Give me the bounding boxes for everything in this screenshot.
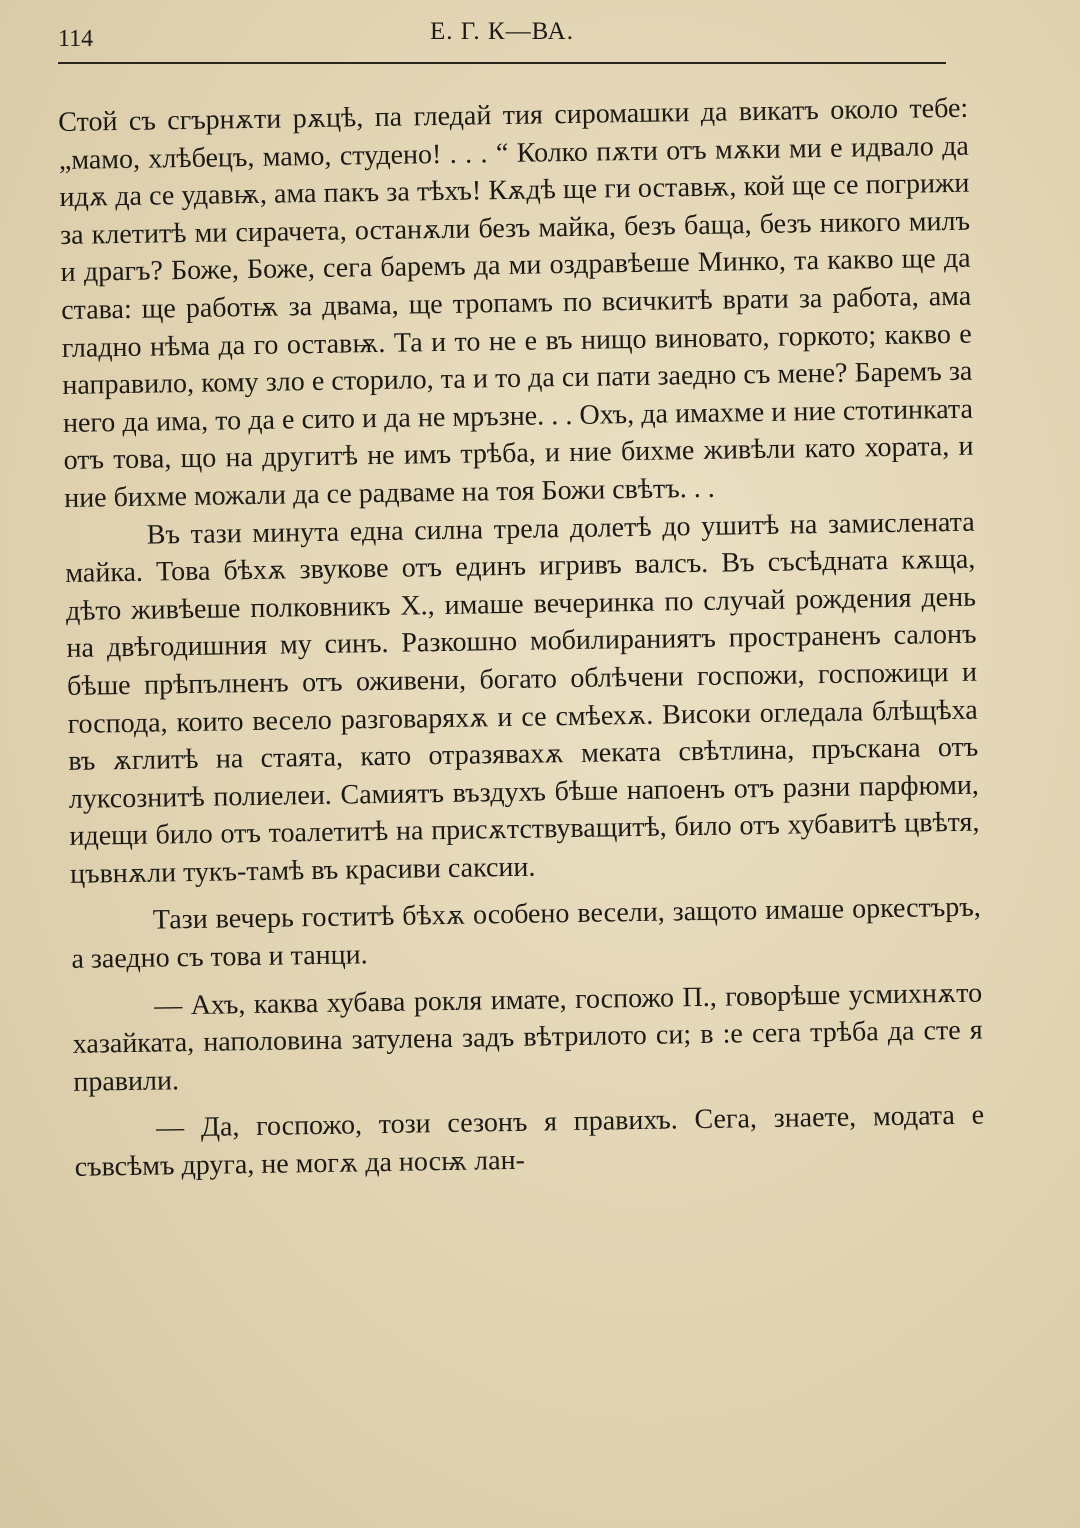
page-number: 114 bbox=[58, 26, 94, 52]
paragraph: Въ тази минута една силна трела долетѣ до ушитѣ на замислената майка. Това бѣхѫ звукове отъ единъ игривъ валсъ. Въ съсѣдната кѫща, дѣто живѣеше полковникъ Х., имаше вечеринка по случай рождения день на двѣгодишния му синъ. Разкошно мобилираниятъ пространенъ салонъ бѣше прѣпълненъ отъ оживени, богато облѣчени госпожи, госпожици и господа, които весело разговаряхѫ и се смѣехѫ. Високи огледала блѣщѣха въ ѫглитѣ на стаята, като отразявахѫ меката свѣтлина, пръскана отъ луксознитѣ полиелеи. Самиятъ въздухъ бѣше напоенъ отъ разни парфюми, идещи било отъ тоалетитѣ на присѫтствуващитѣ, било отъ хубавитѣ цвѣтя, цъвнѫли тукъ-тамѣ въ красиви саксии. bbox=[65, 506, 980, 890]
dialogue-paragraph: — Ахъ, каква хубава рокля имате, госпожо П., говорѣше усмихнѫто хазайката, наполовина затулена задъ вѣтрилото си; в :е сега трѣба да сте я правили. bbox=[72, 977, 983, 1098]
paragraph: Тази вечерь гоститѣ бѣхѫ особено весели, защото имаше оркестъръ, а заедно съ това и танци. bbox=[71, 892, 981, 975]
paragraph: Стой съ сгърнѫти рѫцѣ, па гледай тия сиромашки да викатъ около тебе: „мамо, хлѣбецъ, мамо, студено! . . . “ Колко пѫти отъ мѫки ми е идвало да идѫ да се удавѭ, ама пакъ за тѣхъ! Кѫдѣ ще ги оставѭ, кой ще се погрижи за клетитѣ ми сирачета, останѫли безъ майка, безъ баща, безъ никого милъ и драгъ? Боже, Боже, сега баремъ да ми оздравѣеше Минко, та какво ще да става: ще работѭ за двама, ще тропамъ по всичкитѣ врати за работа, ама гладно нѣма да го оставѭ. Та и то не е въ нищо виновато, горкото; какво е направило, кому зло е сторило, та и то да си пати заедно съ мене? Баремъ за него да има, то да е сито и да не мръзне. . . Охъ, да имахме и ние стотинката отъ това, що на другитѣ не имъ трѣба, и ние бихме живѣли като хората, и ние бихме можали да се радваме на тоя Божи свѣтъ. . . bbox=[58, 92, 974, 514]
header-rule bbox=[58, 62, 946, 64]
running-head bbox=[58, 16, 946, 52]
dialogue-paragraph: — Да, госпожо, този сезонъ я правихъ. Сега, знаете, модата е съвсѣмъ друга, не могѫ да носѭ лан- bbox=[74, 1100, 985, 1183]
body-text bbox=[58, 90, 985, 1187]
running-head-title: Е. Г. К—ВА. bbox=[430, 18, 574, 45]
